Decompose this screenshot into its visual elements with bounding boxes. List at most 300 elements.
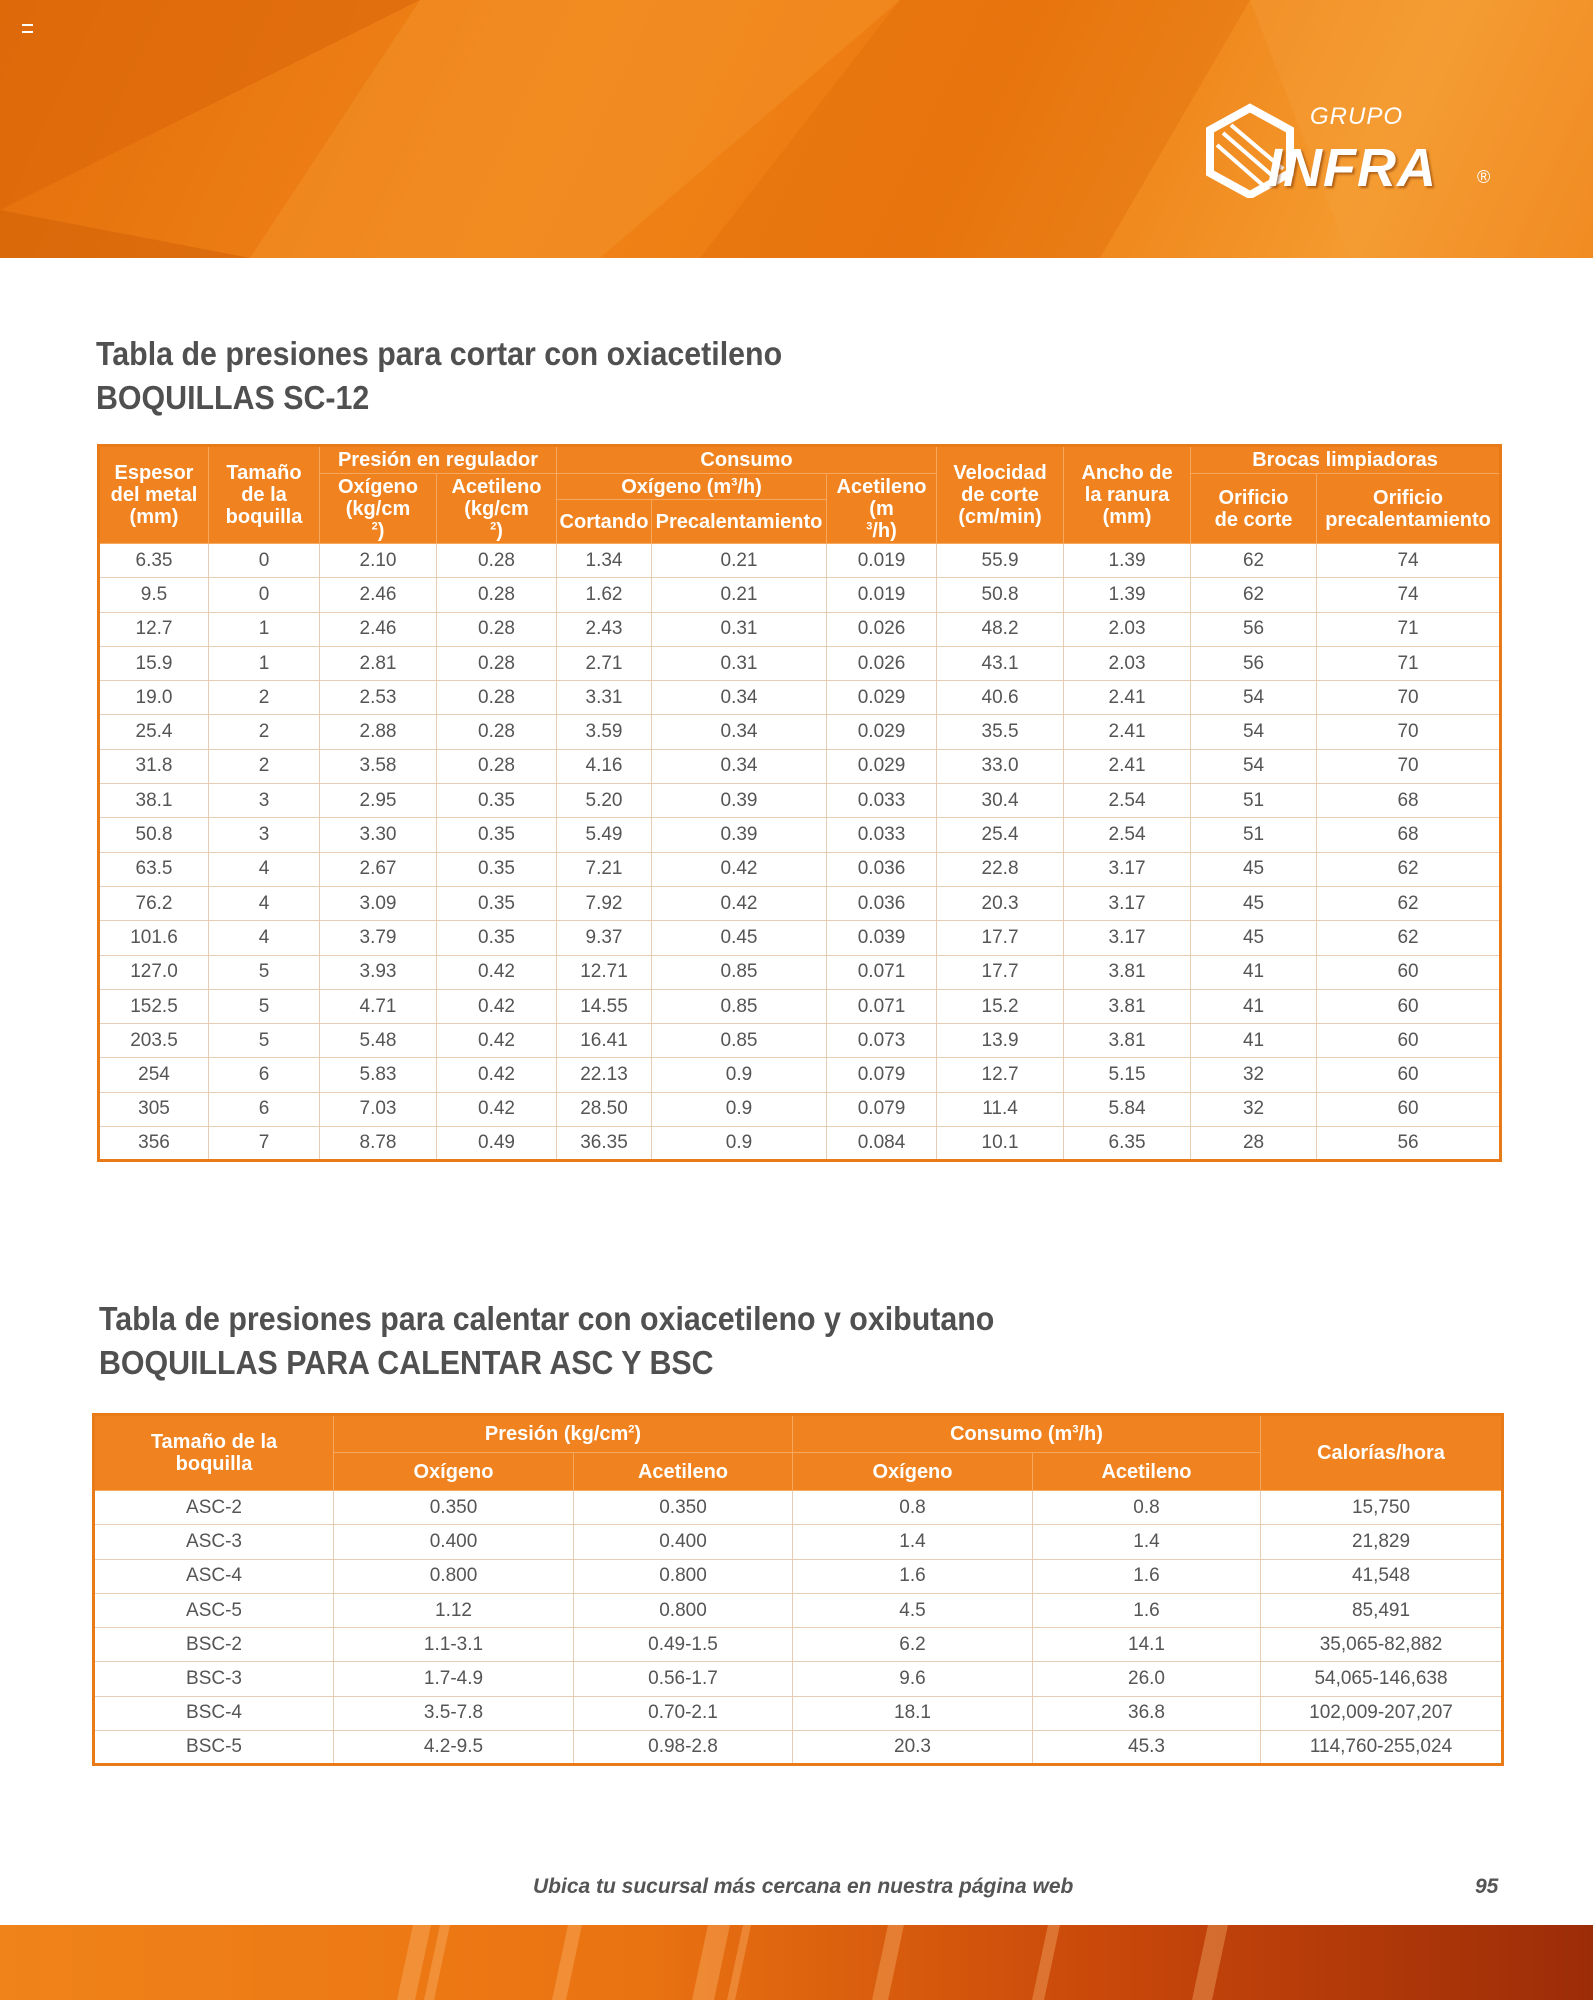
heating-pressure-table bbox=[92, 1413, 1504, 1766]
header2-presion: Presión $(kg/cm^2)$ bbox=[334, 1415, 793, 1453]
table-cell: BSC-3 bbox=[94, 1662, 334, 1696]
table-cell: 45 bbox=[1191, 852, 1317, 886]
table-row bbox=[99, 1092, 1501, 1126]
table-cell: 0.9 bbox=[652, 1058, 827, 1092]
footer-text: Ubica tu sucursal más cercana en nuestra página web bbox=[533, 1875, 1074, 1898]
table-cell: 1.7-4.9 bbox=[334, 1662, 574, 1696]
table-cell: BSC-4 bbox=[94, 1696, 334, 1730]
table-cell: 19.0 bbox=[99, 681, 209, 715]
table-cell: ASC-5 bbox=[94, 1593, 334, 1627]
table-cell: 2.67 bbox=[320, 852, 437, 886]
table-cell: 356 bbox=[99, 1127, 209, 1161]
table-cell: 28.50 bbox=[557, 1092, 652, 1126]
table-cell: 14.55 bbox=[557, 989, 652, 1023]
table-cell: 20.3 bbox=[793, 1731, 1033, 1765]
table-cell: 1.6 bbox=[1033, 1593, 1261, 1627]
table-cell: 2.95 bbox=[320, 784, 437, 818]
table-cell: 62 bbox=[1317, 921, 1501, 955]
table-cell: 0.800 bbox=[574, 1593, 793, 1627]
table-cell: 18.1 bbox=[793, 1696, 1033, 1730]
header2-presion-oxigeno: Oxígeno bbox=[334, 1453, 574, 1491]
table-cell: 0.28 bbox=[437, 681, 557, 715]
table-cell: 3.79 bbox=[320, 921, 437, 955]
table-cell: 11.4 bbox=[937, 1092, 1064, 1126]
table2-title bbox=[99, 1297, 994, 1385]
table-cell: 25.4 bbox=[99, 715, 209, 749]
table-cell: 22.8 bbox=[937, 852, 1064, 886]
table-cell: 60 bbox=[1317, 989, 1501, 1023]
table-cell: 17.7 bbox=[937, 955, 1064, 989]
table-cell: 15.2 bbox=[937, 989, 1064, 1023]
table-cell: 71 bbox=[1317, 646, 1501, 680]
table-row bbox=[99, 646, 1501, 680]
table-cell: 3.30 bbox=[320, 818, 437, 852]
header-oxigeno-kg: Oxígeno $(kg/cm^2)$ bbox=[320, 474, 437, 544]
table-row bbox=[94, 1525, 1503, 1559]
table-cell: 0.079 bbox=[827, 1058, 937, 1092]
table-cell: 0.039 bbox=[827, 921, 937, 955]
header2-consumo-oxigeno: Oxígeno bbox=[793, 1453, 1033, 1491]
table-cell: 3.17 bbox=[1064, 921, 1191, 955]
table-cell: 51 bbox=[1191, 784, 1317, 818]
table-cell: 2.53 bbox=[320, 681, 437, 715]
header-cortando: Cortando bbox=[557, 500, 652, 544]
logo-word: INFRA bbox=[1267, 138, 1437, 198]
table-cell: 41 bbox=[1191, 989, 1317, 1023]
header2-calorias: Calorías/hora bbox=[1261, 1415, 1503, 1491]
table-cell: 0.9 bbox=[652, 1092, 827, 1126]
table-cell: 0.28 bbox=[437, 646, 557, 680]
table-cell: 71 bbox=[1317, 612, 1501, 646]
table-row bbox=[99, 852, 1501, 886]
table-cell: 5 bbox=[209, 989, 320, 1023]
table-cell: ASC-4 bbox=[94, 1559, 334, 1593]
header-precalentamiento: Precalentamiento bbox=[652, 500, 827, 544]
table-cell: 0.026 bbox=[827, 612, 937, 646]
table-cell: ASC-2 bbox=[94, 1491, 334, 1525]
table-cell: 12.71 bbox=[557, 955, 652, 989]
table-cell: 2.54 bbox=[1064, 818, 1191, 852]
table-cell: 0.079 bbox=[827, 1092, 937, 1126]
table1-title-line2: BOQUILLAS SC-12 bbox=[96, 379, 370, 416]
table-cell: 50.8 bbox=[937, 578, 1064, 612]
table-cell: 1.4 bbox=[1033, 1525, 1261, 1559]
table-cell: 0.85 bbox=[652, 989, 827, 1023]
table-cell: 4.16 bbox=[557, 749, 652, 783]
header2-consumo-acetileno: Acetileno bbox=[1033, 1453, 1261, 1491]
table-cell: 0.800 bbox=[334, 1559, 574, 1593]
table-cell: 62 bbox=[1317, 852, 1501, 886]
table-cell: 0.31 bbox=[652, 612, 827, 646]
table-cell: 0.98-2.8 bbox=[574, 1731, 793, 1765]
table-cell: 16.41 bbox=[557, 1024, 652, 1058]
table-cell: 40.6 bbox=[937, 681, 1064, 715]
table-cell: 56 bbox=[1191, 612, 1317, 646]
table-cell: 0.28 bbox=[437, 715, 557, 749]
table-cell: 5.20 bbox=[557, 784, 652, 818]
table-cell: 45 bbox=[1191, 886, 1317, 920]
table-cell: 2.46 bbox=[320, 612, 437, 646]
table-cell: 62 bbox=[1191, 544, 1317, 578]
table-cell: 0.9 bbox=[652, 1127, 827, 1161]
table-cell: 33.0 bbox=[937, 749, 1064, 783]
table-cell: 8.78 bbox=[320, 1127, 437, 1161]
table-cell: 35,065-82,882 bbox=[1261, 1628, 1503, 1662]
table-cell: 1.1-3.1 bbox=[334, 1628, 574, 1662]
table-cell: 3.59 bbox=[557, 715, 652, 749]
table-row bbox=[99, 784, 1501, 818]
table-cell: ASC-3 bbox=[94, 1525, 334, 1559]
table-cell: 17.7 bbox=[937, 921, 1064, 955]
table-cell: 3.17 bbox=[1064, 852, 1191, 886]
table-cell: 21,829 bbox=[1261, 1525, 1503, 1559]
cutting-pressure-table bbox=[97, 444, 1502, 1162]
table-cell: 0.39 bbox=[652, 784, 827, 818]
table-cell: 56 bbox=[1191, 646, 1317, 680]
table-cell: 60 bbox=[1317, 1024, 1501, 1058]
table-cell: 6.35 bbox=[1064, 1127, 1191, 1161]
table-cell: 68 bbox=[1317, 784, 1501, 818]
header-orificio-corte: Orificio de corte bbox=[1191, 474, 1317, 544]
table-cell: 12.7 bbox=[937, 1058, 1064, 1092]
table-cell: 22.13 bbox=[557, 1058, 652, 1092]
table-cell: 3.81 bbox=[1064, 989, 1191, 1023]
table-cell: 0.49 bbox=[437, 1127, 557, 1161]
table-cell: 2.81 bbox=[320, 646, 437, 680]
table-cell: 50.8 bbox=[99, 818, 209, 852]
table-cell: 0.084 bbox=[827, 1127, 937, 1161]
table-cell: 5.15 bbox=[1064, 1058, 1191, 1092]
table-cell: 3 bbox=[209, 818, 320, 852]
table-cell: 41 bbox=[1191, 955, 1317, 989]
table-row bbox=[94, 1662, 1503, 1696]
table-row bbox=[99, 1058, 1501, 1092]
table-cell: 35.5 bbox=[937, 715, 1064, 749]
table-cell: 2.03 bbox=[1064, 646, 1191, 680]
table-cell: 1.6 bbox=[1033, 1559, 1261, 1593]
table-cell: 127.0 bbox=[99, 955, 209, 989]
table-cell: 0.8 bbox=[1033, 1491, 1261, 1525]
header-acetileno-kg: Acetileno $(kg/cm^2)$ bbox=[437, 474, 557, 544]
table-cell: 7.03 bbox=[320, 1092, 437, 1126]
table-cell: 41 bbox=[1191, 1024, 1317, 1058]
table-cell: 6.35 bbox=[99, 544, 209, 578]
table-cell: 0.42 bbox=[652, 886, 827, 920]
table-cell: 0.029 bbox=[827, 681, 937, 715]
header-ancho: Ancho de la ranura (mm) bbox=[1064, 446, 1191, 544]
table-cell: 14.1 bbox=[1033, 1628, 1261, 1662]
table-cell: 10.1 bbox=[937, 1127, 1064, 1161]
table2-title-line1: Tabla de presiones para calentar con oxiacetileno y oxibutano bbox=[99, 1300, 995, 1337]
table-cell: 3.31 bbox=[557, 681, 652, 715]
table-cell: 0.31 bbox=[652, 646, 827, 680]
table-cell: 0.350 bbox=[334, 1491, 574, 1525]
table-cell: 45.3 bbox=[1033, 1731, 1261, 1765]
table1-title bbox=[96, 332, 782, 420]
header-oxigeno-m3: Oxígeno $(m^3/h)$ bbox=[557, 474, 827, 500]
table-cell: 0.35 bbox=[437, 818, 557, 852]
table-cell: 4.71 bbox=[320, 989, 437, 1023]
hamburger-icon[interactable] bbox=[22, 24, 33, 33]
table-cell: 5 bbox=[209, 955, 320, 989]
table-cell: 1.39 bbox=[1064, 544, 1191, 578]
table-cell: 0.28 bbox=[437, 749, 557, 783]
table-cell: 102,009-207,207 bbox=[1261, 1696, 1503, 1730]
table-cell: 9.6 bbox=[793, 1662, 1033, 1696]
table-cell: 12.7 bbox=[99, 612, 209, 646]
table-cell: 9.5 bbox=[99, 578, 209, 612]
table-cell: 5.49 bbox=[557, 818, 652, 852]
table-row bbox=[99, 578, 1501, 612]
table-cell: BSC-2 bbox=[94, 1628, 334, 1662]
table-cell: 0.35 bbox=[437, 886, 557, 920]
table-cell: 5 bbox=[209, 1024, 320, 1058]
table-row bbox=[99, 749, 1501, 783]
header-orificio-precal: Orificio precalentamiento bbox=[1317, 474, 1501, 544]
table-row bbox=[94, 1731, 1503, 1765]
table-cell: 0.019 bbox=[827, 544, 937, 578]
table-cell: 2 bbox=[209, 681, 320, 715]
header-tamano: Tamaño de la boquilla bbox=[209, 446, 320, 544]
table-cell: 2.41 bbox=[1064, 715, 1191, 749]
table-cell: 0.033 bbox=[827, 784, 937, 818]
table-cell: 1.34 bbox=[557, 544, 652, 578]
table-cell: 4.5 bbox=[793, 1593, 1033, 1627]
table-cell: 0.800 bbox=[574, 1559, 793, 1593]
table-cell: 0.35 bbox=[437, 921, 557, 955]
table-cell: 25.4 bbox=[937, 818, 1064, 852]
table-cell: 0.071 bbox=[827, 989, 937, 1023]
table-cell: 54 bbox=[1191, 681, 1317, 715]
table-cell: 0.39 bbox=[652, 818, 827, 852]
table-cell: 0.70-2.1 bbox=[574, 1696, 793, 1730]
table-cell: 4 bbox=[209, 886, 320, 920]
table-cell: 3.81 bbox=[1064, 1024, 1191, 1058]
table-cell: 0.28 bbox=[437, 544, 557, 578]
table-cell: 3.5-7.8 bbox=[334, 1696, 574, 1730]
table-cell: 0.073 bbox=[827, 1024, 937, 1058]
table-cell: 54 bbox=[1191, 715, 1317, 749]
table-cell: 0.35 bbox=[437, 852, 557, 886]
table-cell: 0.026 bbox=[827, 646, 937, 680]
table-cell: 2.03 bbox=[1064, 612, 1191, 646]
header2-consumo: Consumo $(m^3/h)$ bbox=[793, 1415, 1261, 1453]
table-cell: 76.2 bbox=[99, 886, 209, 920]
table-cell: 0.28 bbox=[437, 612, 557, 646]
bottom-band bbox=[0, 1925, 1593, 2000]
table-cell: 2 bbox=[209, 715, 320, 749]
table-cell: 0.34 bbox=[652, 749, 827, 783]
table-cell: 3.58 bbox=[320, 749, 437, 783]
table-cell: 2.88 bbox=[320, 715, 437, 749]
header2-presion-acetileno: Acetileno bbox=[574, 1453, 793, 1491]
table-cell: 101.6 bbox=[99, 921, 209, 955]
table-row bbox=[99, 544, 1501, 578]
table-cell: 63.5 bbox=[99, 852, 209, 886]
table-cell: 0.400 bbox=[334, 1525, 574, 1559]
table-cell: 0 bbox=[209, 578, 320, 612]
table-row bbox=[94, 1696, 1503, 1730]
table-cell: 4.2-9.5 bbox=[334, 1731, 574, 1765]
table-row bbox=[99, 989, 1501, 1023]
table-cell: 0.036 bbox=[827, 886, 937, 920]
table-cell: 43.1 bbox=[937, 646, 1064, 680]
table-cell: 4 bbox=[209, 921, 320, 955]
table-cell: 38.1 bbox=[99, 784, 209, 818]
table-row bbox=[99, 818, 1501, 852]
table1-title-line1: Tabla de presiones para cortar con oxiacetileno bbox=[96, 335, 783, 372]
table-cell: 55.9 bbox=[937, 544, 1064, 578]
table-cell: BSC-5 bbox=[94, 1731, 334, 1765]
table-cell: 203.5 bbox=[99, 1024, 209, 1058]
table2-title-line2: BOQUILLAS PARA CALENTAR ASC Y BSC bbox=[99, 1344, 714, 1381]
table-cell: 0.28 bbox=[437, 578, 557, 612]
table-cell: 0.34 bbox=[652, 681, 827, 715]
table-cell: 2.43 bbox=[557, 612, 652, 646]
table-cell: 0.49-1.5 bbox=[574, 1628, 793, 1662]
table-cell: 0.56-1.7 bbox=[574, 1662, 793, 1696]
header-espesor: Espesor del metal (mm) bbox=[99, 446, 209, 544]
grupo-infra-logo bbox=[1205, 95, 1515, 205]
table-cell: 70 bbox=[1317, 715, 1501, 749]
table-cell: 2.41 bbox=[1064, 749, 1191, 783]
table-cell: 31.8 bbox=[99, 749, 209, 783]
table-cell: 0.029 bbox=[827, 749, 937, 783]
table-cell: 2.46 bbox=[320, 578, 437, 612]
table-cell: 0.85 bbox=[652, 955, 827, 989]
table-cell: 7.21 bbox=[557, 852, 652, 886]
table-cell: 70 bbox=[1317, 681, 1501, 715]
table-cell: 0.400 bbox=[574, 1525, 793, 1559]
table-cell: 26.0 bbox=[1033, 1662, 1261, 1696]
table-cell: 1.39 bbox=[1064, 578, 1191, 612]
table-cell: 32 bbox=[1191, 1092, 1317, 1126]
table-cell: 0.071 bbox=[827, 955, 937, 989]
table-cell: 114,760-255,024 bbox=[1261, 1731, 1503, 1765]
table-cell: 74 bbox=[1317, 544, 1501, 578]
table-cell: 3 bbox=[209, 784, 320, 818]
table-row bbox=[94, 1559, 1503, 1593]
registered-mark: ® bbox=[1477, 167, 1491, 187]
table-row bbox=[94, 1593, 1503, 1627]
table-row bbox=[99, 715, 1501, 749]
header-brocas: Brocas limpiadoras bbox=[1191, 446, 1501, 474]
table-cell: 13.9 bbox=[937, 1024, 1064, 1058]
table-cell: 15,750 bbox=[1261, 1491, 1503, 1525]
table-cell: 30.4 bbox=[937, 784, 1064, 818]
table-row bbox=[99, 612, 1501, 646]
table-cell: 32 bbox=[1191, 1058, 1317, 1092]
table-cell: 3.09 bbox=[320, 886, 437, 920]
table-cell: 4 bbox=[209, 852, 320, 886]
table-cell: 0.45 bbox=[652, 921, 827, 955]
table-cell: 0.029 bbox=[827, 715, 937, 749]
table-cell: 41,548 bbox=[1261, 1559, 1503, 1593]
table-cell: 0.036 bbox=[827, 852, 937, 886]
table-row bbox=[99, 886, 1501, 920]
table-cell: 3.17 bbox=[1064, 886, 1191, 920]
table-cell: 5.83 bbox=[320, 1058, 437, 1092]
table-cell: 2.10 bbox=[320, 544, 437, 578]
table-row bbox=[94, 1491, 1503, 1525]
table-cell: 70 bbox=[1317, 749, 1501, 783]
table-cell: 62 bbox=[1191, 578, 1317, 612]
table-cell: 0.42 bbox=[437, 1024, 557, 1058]
table-cell: 2.54 bbox=[1064, 784, 1191, 818]
table-cell: 0.34 bbox=[652, 715, 827, 749]
table-row bbox=[99, 681, 1501, 715]
page-number: 95 bbox=[1475, 1875, 1499, 1898]
table-cell: 85,491 bbox=[1261, 1593, 1503, 1627]
table-cell: 45 bbox=[1191, 921, 1317, 955]
table-cell: 60 bbox=[1317, 955, 1501, 989]
table-cell: 60 bbox=[1317, 1058, 1501, 1092]
table-cell: 1.4 bbox=[793, 1525, 1033, 1559]
header-consumo: Consumo bbox=[557, 446, 937, 474]
table-row bbox=[99, 1127, 1501, 1161]
header-presion: Presión en regulador bbox=[320, 446, 557, 474]
table-cell: 6 bbox=[209, 1092, 320, 1126]
table-cell: 51 bbox=[1191, 818, 1317, 852]
table-cell: 6 bbox=[209, 1058, 320, 1092]
logo-grupo-text: GRUPO bbox=[1310, 103, 1404, 130]
table-cell: 152.5 bbox=[99, 989, 209, 1023]
table-cell: 1 bbox=[209, 612, 320, 646]
table-cell: 0.42 bbox=[437, 1058, 557, 1092]
table-cell: 0.42 bbox=[437, 989, 557, 1023]
table-cell: 0.42 bbox=[437, 955, 557, 989]
table-cell: 36.35 bbox=[557, 1127, 652, 1161]
table-cell: 54,065-146,638 bbox=[1261, 1662, 1503, 1696]
table-cell: 0.21 bbox=[652, 578, 827, 612]
table-cell: 0.350 bbox=[574, 1491, 793, 1525]
table-cell: 1.6 bbox=[793, 1559, 1033, 1593]
header-velocidad: Velocidad de corte (cm/min) bbox=[937, 446, 1064, 544]
table-cell: 36.8 bbox=[1033, 1696, 1261, 1730]
table-cell: 20.3 bbox=[937, 886, 1064, 920]
table-cell: 74 bbox=[1317, 578, 1501, 612]
table-cell: 1 bbox=[209, 646, 320, 680]
table-cell: 0.21 bbox=[652, 544, 827, 578]
table-cell: 0.019 bbox=[827, 578, 937, 612]
table-cell: 7.92 bbox=[557, 886, 652, 920]
table-cell: 54 bbox=[1191, 749, 1317, 783]
header-acetileno-m3: Acetileno $(m^3/h)$ bbox=[827, 474, 937, 544]
header-banner bbox=[0, 0, 1593, 258]
table-cell: 0.033 bbox=[827, 818, 937, 852]
table-cell: 68 bbox=[1317, 818, 1501, 852]
table-cell: 15.9 bbox=[99, 646, 209, 680]
header2-tamano: Tamaño de la boquilla bbox=[94, 1415, 334, 1491]
table-cell: 9.37 bbox=[557, 921, 652, 955]
table-cell: 2 bbox=[209, 749, 320, 783]
table-cell: 3.81 bbox=[1064, 955, 1191, 989]
table-cell: 1.62 bbox=[557, 578, 652, 612]
table-row bbox=[99, 921, 1501, 955]
table-cell: 0.42 bbox=[437, 1092, 557, 1126]
table-cell: 2.71 bbox=[557, 646, 652, 680]
table-cell: 0.8 bbox=[793, 1491, 1033, 1525]
table-cell: 62 bbox=[1317, 886, 1501, 920]
table-row bbox=[94, 1628, 1503, 1662]
table-row bbox=[99, 1024, 1501, 1058]
table-cell: 5.84 bbox=[1064, 1092, 1191, 1126]
table-cell: 254 bbox=[99, 1058, 209, 1092]
table-cell: 305 bbox=[99, 1092, 209, 1126]
table-cell: 3.93 bbox=[320, 955, 437, 989]
table-cell: 28 bbox=[1191, 1127, 1317, 1161]
table-cell: 2.41 bbox=[1064, 681, 1191, 715]
